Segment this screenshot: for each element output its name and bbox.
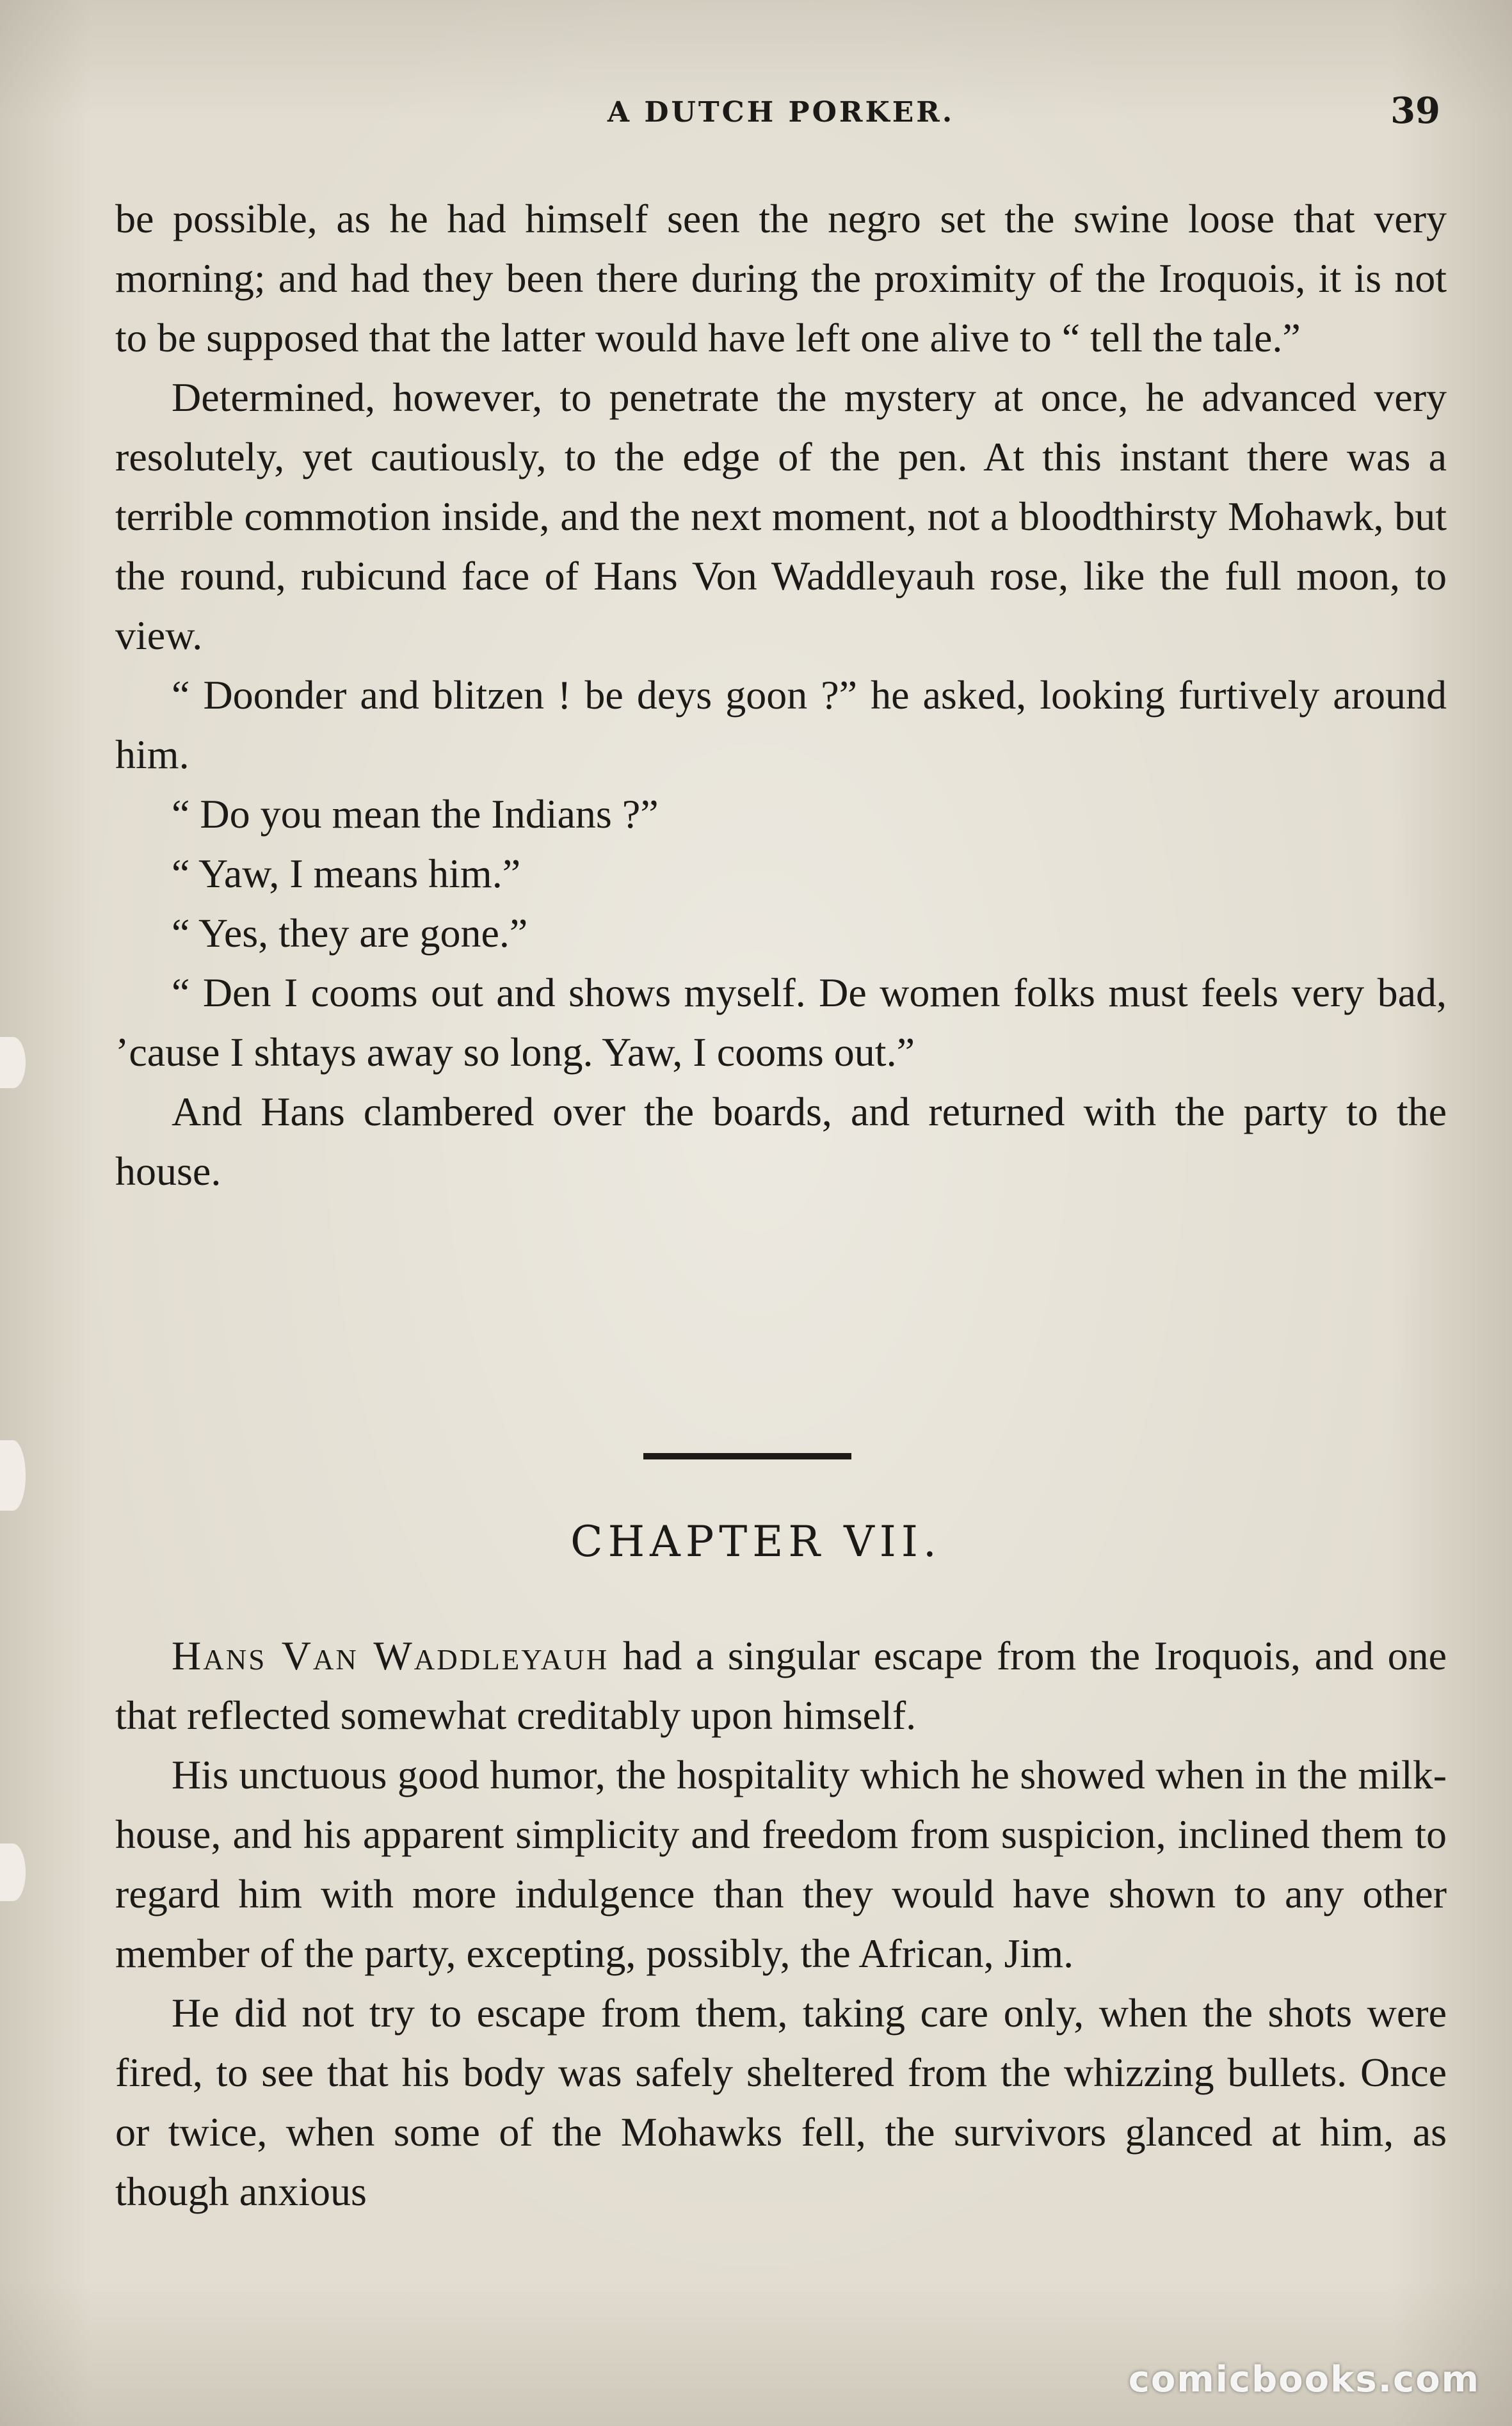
paragraph: And Hans clambered over the boards, and returned with the party to the house. [115,1089,1447,1194]
paragraph: Determined, however, to penetrate the mystery at once, he advanced very resolutely, yet cautiously, to the edge of the pen. At this instant there was a terrible commotion inside, and the next moment, not a bloodthirsty Mohawk, but the round, rubicund face of Hans Von Waddleyauh rose, like the full moon, to view. [115,374,1447,658]
opening-small-caps: Hans Van Waddleyauh [172,1633,609,1678]
paragraph: His unctuous good humor, the hospitality which he showed when in the milk-house, and his apparent simplicity and freedom from suspicion, inclined them to regard him with more indulgence than they would have shown to any other member of the party, excepting, possibly, the African, Jim. [115,1752,1447,1976]
paragraph: He did not try to escape from them, taking care only, when the shots were fired, to see that his body was safely sheltered from the whizzing bullets. Once or twice, when some of the Mohawks fell, the survivors glanced at him, as though anxious [115,1990,1447,2214]
paragraph: “ Do you mean the Indians ?” [172,791,659,837]
page-tear-mark [0,1440,26,1511]
paragraph: be possible, as he had himself seen the negro set the swine loose that very morning; and had they been there during the proximity of the Iroquois, it is not to be supposed that the latter would have left one alive to “ tell the tale.” [115,196,1447,360]
watermark: comicbooks.com [1128,2359,1480,2400]
page-tear-mark [0,1844,26,1901]
paragraph: “ Den I cooms out and shows myself. De women folks must feels very bad, ’cause I shtays away so long. Yaw, I cooms out.” [115,970,1447,1075]
chapter-title: CHAPTER VII. [570,1517,942,1566]
text-block-bottom [115,1626,1447,2221]
page-number: 39 [1390,90,1440,132]
paragraph: “ Doonder and blitzen ! be deys goon ?” he asked, looking furtively around him. [115,672,1447,777]
page-header [115,83,1447,141]
opening-rest: had a singular escape from the Iroquois, and one that reflected somewhat creditably upon himself. [115,1633,1447,1738]
paragraph: “ Yes, they are gone.” [172,910,528,956]
section-divider-rule [643,1453,851,1459]
chapter-opening-paragraph [115,1626,1447,1745]
paragraph: “ Yaw, I means him.” [172,851,521,896]
page-tear-mark [0,1037,26,1088]
text-block-top [115,189,1447,1201]
running-head: A DUTCH PORKER. [607,96,955,129]
